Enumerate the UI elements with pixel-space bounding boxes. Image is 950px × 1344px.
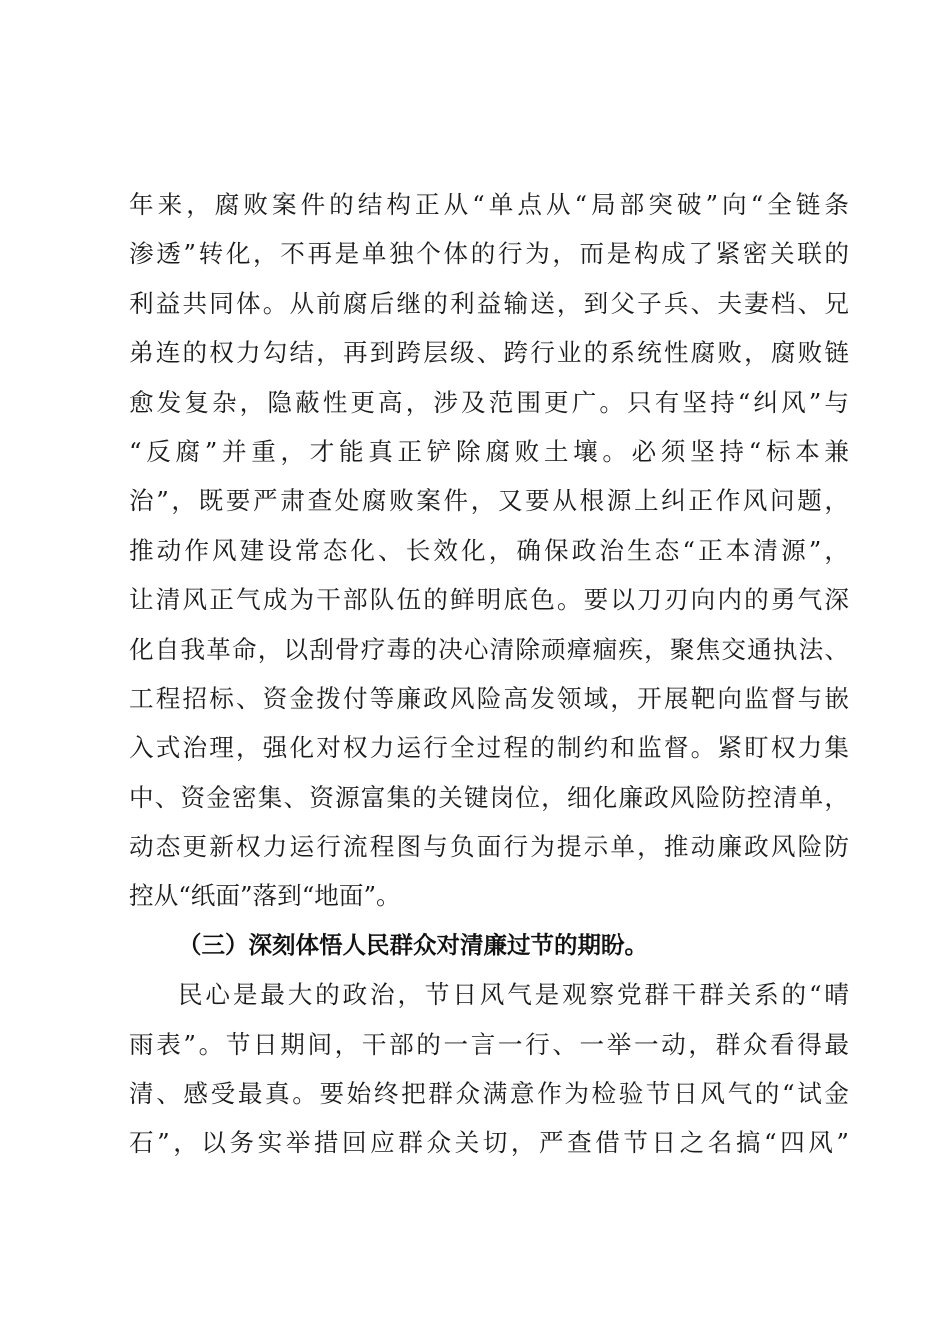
- paragraph-corruption: [129, 180, 849, 921]
- text-line: 民心是最大的政治，节日风气是观察党群干群关系的“晴: [178, 980, 849, 1010]
- text-line: 入式治理，强化对权力运行全过程的制约和监督。紧盯权力集: [129, 733, 849, 763]
- text-line: 年来，腐败案件的结构正从“单点从“局部突破”向“全链条: [129, 190, 849, 219]
- paragraph-public-expectation: [129, 970, 849, 1168]
- text-line: “反腐”并重，才能真正铲除腐败土壤。必须坚持“标本兼: [129, 436, 849, 466]
- text-line: 渗透”转化，不再是单独个体的行为，而是构成了紧密关联的: [129, 239, 849, 269]
- text-line: 中、资金密集、资源富集的关键岗位，细化廉政风险防控清单，: [129, 782, 849, 812]
- text-line: 工程招标、资金拨付等廉政风险高发领域，开展靶向监督与嵌: [129, 683, 849, 713]
- text-line: 弟连的权力勾结，再到跨层级、跨行业的系统性腐败，腐败链: [129, 338, 849, 368]
- text-line: 控从“纸面”落到“地面”。: [129, 881, 401, 911]
- text-line: 化自我革命，以刮骨疗毒的决心清除顽瘴痼疾，聚焦交通执法、: [129, 634, 849, 664]
- text-line: 清、感受最真。要始终把群众满意作为检验节日风气的“试金: [129, 1079, 849, 1109]
- document-body: [129, 180, 849, 1168]
- text-line: 愈发复杂，隐蔽性更高，涉及范围更广。只有坚持“纠风”与: [129, 387, 849, 417]
- text-line: 雨表”。节日期间，干部的一言一行、一举一动，群众看得最: [129, 1029, 849, 1059]
- text-line: 利益共同体。从前腐后继的利益输送，到父子兵、夫妻档、兄: [129, 288, 849, 318]
- text-line: 动态更新权力运行流程图与负面行为提示单，推动廉政风险防: [129, 832, 849, 862]
- text-line: 推动作风建设常态化、长效化，确保政治生态“正本清源”，: [129, 535, 849, 565]
- section-heading: （三）深刻体悟人民群众对清廉过节的期盼。: [178, 930, 648, 959]
- text-line: 让清风正气成为干部队伍的鲜明底色。要以刀刃向内的勇气深: [129, 585, 849, 615]
- text-line: 治”，既要严肃查处腐败案件，又要从根源上纠正作风问题，: [129, 486, 849, 516]
- text-line: 石”，以务实举措回应群众关切，严查借节日之名搞“四风”: [129, 1128, 849, 1158]
